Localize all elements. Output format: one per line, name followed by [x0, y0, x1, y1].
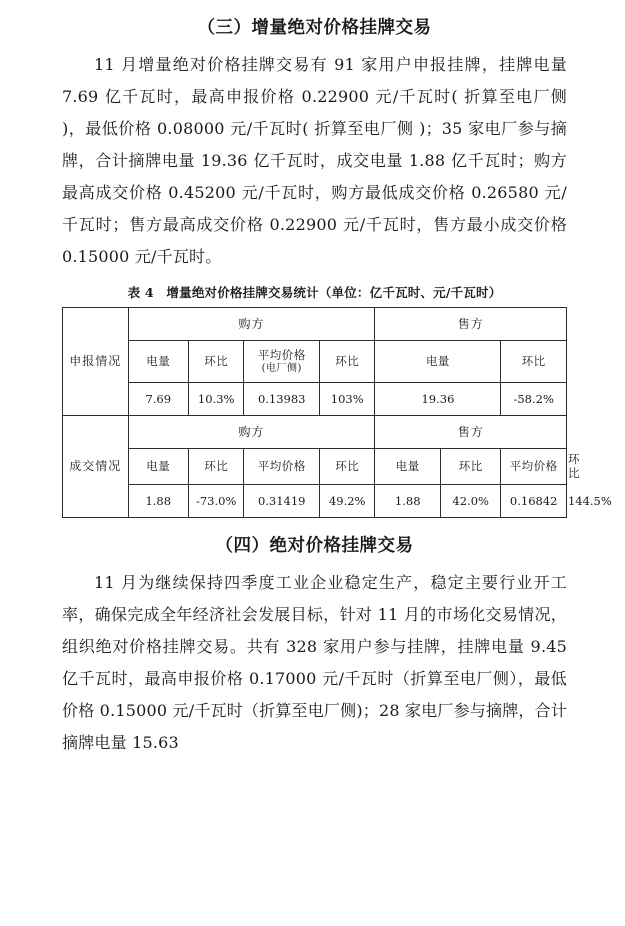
statistics-table: [62, 307, 567, 518]
table-row: [63, 449, 567, 485]
section-heading-3: （三）增量绝对价格挂牌交易: [62, 14, 567, 39]
table-row: [63, 416, 567, 449]
table-row: [63, 484, 567, 517]
declare-group-sell: 售方: [375, 308, 567, 341]
deal-value-5: 42.0%: [440, 484, 500, 517]
declare-value-0: 7.69: [128, 383, 188, 416]
declare-header-3: 环比: [320, 341, 375, 383]
declare-header-4: 电量: [375, 341, 501, 383]
declare-header-2-main: 平均价格: [258, 348, 306, 362]
declare-value-3: 103%: [320, 383, 375, 416]
declare-row-label: 申报情况: [63, 308, 129, 416]
page-content: [62, 14, 567, 759]
declare-value-2: 0.13983: [244, 383, 320, 416]
deal-value-4: 1.88: [375, 484, 441, 517]
declare-header-2-sub: (电厂侧): [245, 363, 318, 376]
table-caption: 表 4 增量绝对价格挂牌交易统计（单位：亿千瓦时、元/千瓦时）: [62, 283, 567, 301]
deal-group-buy: 购方: [128, 416, 375, 449]
declare-header-0: 电量: [128, 341, 188, 383]
table-row: [63, 341, 567, 383]
table-row: [63, 383, 567, 416]
deal-value-3: 49.2%: [320, 484, 375, 517]
deal-value-6: 0.16842: [501, 484, 567, 517]
deal-row-label: 成交情况: [63, 416, 129, 518]
section-paragraph-4: 11 月为继续保持四季度工业企业稳定生产，稳定主要行业开工率，确保完成全年经济社会发展目标，针对 11 月的市场化交易情况，组织绝对价格挂牌交易。共有 328 家用户参与挂牌，挂牌电量 9.45 亿千瓦时，最高申报价格 0.17000 元/千瓦时（折算至电厂侧），最低价格 0.15000 元/千瓦时（折算至电厂侧)；28 家电厂参与摘牌，合计摘牌电量 15.63: [62, 567, 567, 759]
declare-value-1: 10.3%: [188, 383, 243, 416]
section-paragraph-3: 11 月增量绝对价格挂牌交易有 91 家用户申报挂牌，挂牌电量 7.69 亿千瓦时，最高申报价格 0.22900 元/千瓦时( 折算至电厂侧 )，最低价格 0.08000 元/千瓦时( 折算至电厂侧 )；35 家电厂参与摘牌，合计摘牌电量 19.36 亿千瓦时，成交电量 1.88 亿千瓦时；购方最高成交价格 0.45200 元/千瓦时，购方最低成交价格 0.26580 元/千瓦时；售方最高成交价格 0.22900 元/千瓦时，售方最小成交价格 0.15000 元/千瓦时。: [62, 49, 567, 273]
deal-header-4: 电量: [375, 449, 441, 485]
document-page: [0, 14, 625, 926]
declare-value-4: 19.36: [375, 383, 501, 416]
declare-value-5: -58.2%: [501, 383, 567, 416]
deal-header-2: 平均价格: [244, 449, 320, 485]
deal-header-5: 环比: [440, 449, 500, 485]
deal-header-0: 电量: [128, 449, 188, 485]
deal-header-1: 环比: [188, 449, 243, 485]
declare-header-2: [244, 341, 320, 383]
deal-value-0: 1.88: [128, 484, 188, 517]
deal-value-2: 0.31419: [244, 484, 320, 517]
table-row: [63, 308, 567, 341]
deal-value-1: -73.0%: [188, 484, 243, 517]
deal-group-sell: 售方: [375, 416, 567, 449]
declare-header-5: 环比: [501, 341, 567, 383]
section-heading-4: （四）绝对价格挂牌交易: [62, 532, 567, 557]
deal-header-6: 平均价格: [501, 449, 567, 485]
declare-header-1: 环比: [188, 341, 243, 383]
deal-header-3: 环比: [320, 449, 375, 485]
declare-group-buy: 购方: [128, 308, 375, 341]
